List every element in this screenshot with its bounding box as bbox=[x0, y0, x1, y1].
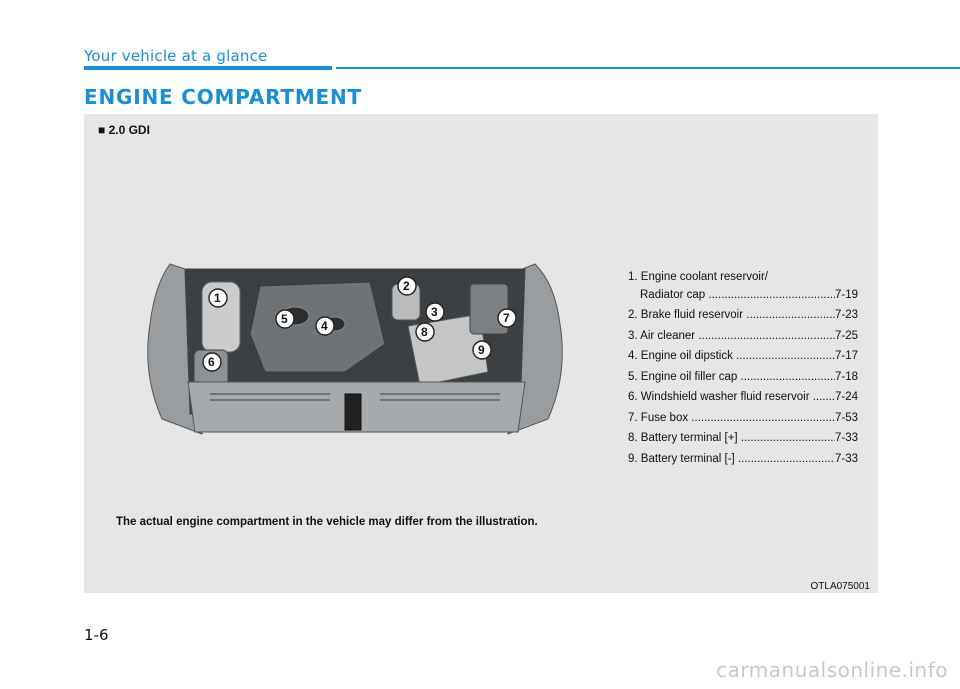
part-item: 9. Battery terminal [-] ..... 7-33 bbox=[628, 451, 858, 469]
page-title: ENGINE COMPARTMENT bbox=[84, 85, 362, 109]
illustration-panel bbox=[84, 114, 878, 593]
callout-4 bbox=[316, 317, 334, 335]
part-item: 2. Brake fluid reservoir ..... 7-23 bbox=[628, 307, 858, 325]
svg-text:7: 7 bbox=[503, 311, 510, 325]
section-header: Your vehicle at a glance bbox=[84, 47, 268, 65]
svg-text:8: 8 bbox=[421, 325, 428, 339]
watermark: carmanualsonline.info bbox=[716, 658, 948, 682]
callout-7 bbox=[498, 309, 516, 327]
svg-text:3: 3 bbox=[431, 305, 438, 319]
part-item: 5. Engine oil filler cap ..... 7-18 bbox=[628, 369, 858, 387]
svg-text:4: 4 bbox=[321, 319, 328, 333]
hood-latch bbox=[345, 394, 361, 430]
callout-1 bbox=[209, 289, 227, 307]
part-item: 1. Engine coolant reservoir/ Radiator cap ..... 7-19 bbox=[628, 269, 858, 304]
callout-5 bbox=[276, 310, 294, 328]
callout-8 bbox=[416, 323, 434, 341]
callout-6 bbox=[203, 353, 221, 371]
engine-illustration bbox=[140, 254, 570, 454]
callout-3 bbox=[426, 303, 444, 321]
svg-text:6: 6 bbox=[208, 355, 215, 369]
parts-list bbox=[628, 269, 858, 471]
engine-variant-label: ■ 2.0 GDI bbox=[98, 123, 150, 137]
image-code: OTLA075001 bbox=[810, 581, 870, 592]
page-number: 1-6 bbox=[84, 626, 109, 644]
illustration-note: The actual engine compartment in the vehicle may differ from the illustration. bbox=[116, 516, 538, 528]
part-item: 7. Fuse box ..... 7-53 bbox=[628, 410, 858, 428]
part-item: 8. Battery terminal [+] ..... 7-33 bbox=[628, 430, 858, 448]
part-item: 4. Engine oil dipstick ..... 7-17 bbox=[628, 348, 858, 366]
svg-text:5: 5 bbox=[281, 312, 288, 326]
callout-9 bbox=[473, 341, 491, 359]
fuse-box bbox=[470, 284, 508, 334]
header-rule-thin bbox=[336, 67, 960, 69]
part-item: 3. Air cleaner ..... 7-25 bbox=[628, 328, 858, 346]
svg-text:2: 2 bbox=[403, 279, 410, 293]
callout-2 bbox=[398, 277, 416, 295]
svg-text:1: 1 bbox=[214, 291, 221, 305]
part-item: 6. Windshield washer fluid reservoir ..... 7-24 bbox=[628, 389, 858, 407]
header-rule-thick bbox=[84, 66, 332, 70]
svg-text:9: 9 bbox=[478, 343, 485, 357]
